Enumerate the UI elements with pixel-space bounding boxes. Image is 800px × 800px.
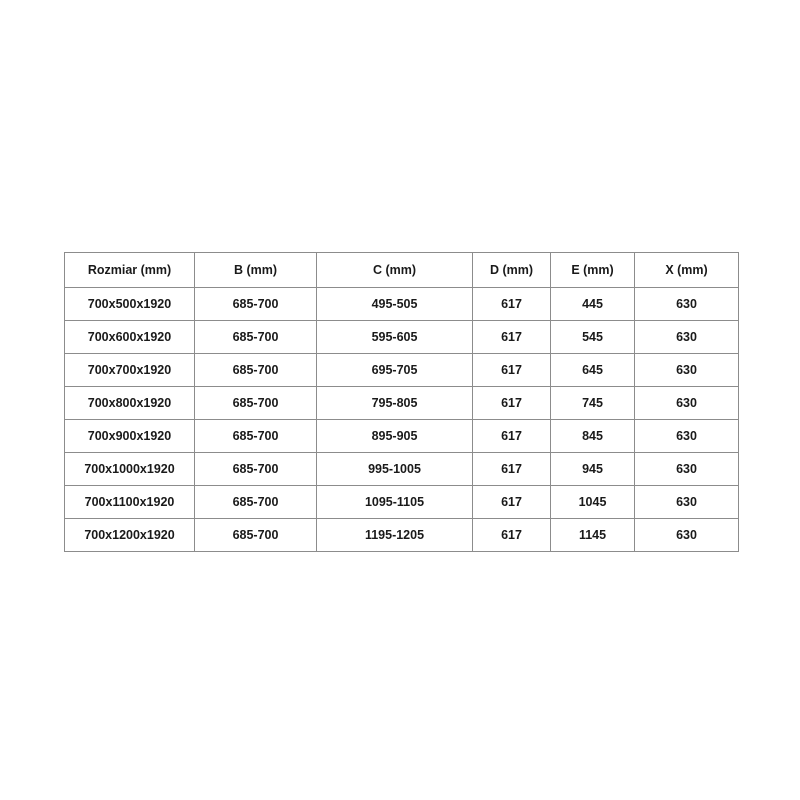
table-row	[65, 387, 739, 420]
cell-rozmiar: 700x1200x1920	[65, 519, 195, 552]
cell-rozmiar: 700x700x1920	[65, 354, 195, 387]
cell-d: 617	[473, 387, 551, 420]
cell-e: 1045	[551, 486, 635, 519]
cell-e: 645	[551, 354, 635, 387]
cell-d: 617	[473, 354, 551, 387]
cell-b: 685-700	[195, 321, 317, 354]
cell-e: 545	[551, 321, 635, 354]
cell-c: 495-505	[317, 288, 473, 321]
cell-b: 685-700	[195, 486, 317, 519]
cell-c: 995-1005	[317, 453, 473, 486]
cell-c: 1095-1105	[317, 486, 473, 519]
cell-x: 630	[635, 288, 739, 321]
spec-table-container	[64, 252, 738, 552]
table-row	[65, 288, 739, 321]
table-header-row	[65, 253, 739, 288]
table-row	[65, 321, 739, 354]
cell-c: 895-905	[317, 420, 473, 453]
table-row	[65, 519, 739, 552]
cell-c: 1195-1205	[317, 519, 473, 552]
cell-b: 685-700	[195, 387, 317, 420]
table-row	[65, 453, 739, 486]
cell-d: 617	[473, 486, 551, 519]
cell-rozmiar: 700x500x1920	[65, 288, 195, 321]
column-header-d: D (mm)	[473, 253, 551, 288]
cell-e: 445	[551, 288, 635, 321]
cell-c: 695-705	[317, 354, 473, 387]
cell-x: 630	[635, 420, 739, 453]
cell-d: 617	[473, 321, 551, 354]
column-header-c: C (mm)	[317, 253, 473, 288]
cell-rozmiar: 700x1100x1920	[65, 486, 195, 519]
cell-x: 630	[635, 321, 739, 354]
column-header-e: E (mm)	[551, 253, 635, 288]
table-body	[65, 288, 739, 552]
cell-c: 595-605	[317, 321, 473, 354]
cell-x: 630	[635, 354, 739, 387]
cell-e: 845	[551, 420, 635, 453]
table-row	[65, 420, 739, 453]
table-header	[65, 253, 739, 288]
cell-e: 745	[551, 387, 635, 420]
cell-rozmiar: 700x600x1920	[65, 321, 195, 354]
cell-d: 617	[473, 453, 551, 486]
cell-e: 1145	[551, 519, 635, 552]
cell-b: 685-700	[195, 453, 317, 486]
cell-b: 685-700	[195, 420, 317, 453]
cell-x: 630	[635, 453, 739, 486]
cell-x: 630	[635, 486, 739, 519]
cell-rozmiar: 700x1000x1920	[65, 453, 195, 486]
cell-d: 617	[473, 420, 551, 453]
cell-e: 945	[551, 453, 635, 486]
cell-d: 617	[473, 288, 551, 321]
cell-d: 617	[473, 519, 551, 552]
column-header-rozmiar: Rozmiar (mm)	[65, 253, 195, 288]
cell-x: 630	[635, 387, 739, 420]
cell-b: 685-700	[195, 288, 317, 321]
column-header-b: B (mm)	[195, 253, 317, 288]
cell-rozmiar: 700x900x1920	[65, 420, 195, 453]
cell-b: 685-700	[195, 354, 317, 387]
column-header-x: X (mm)	[635, 253, 739, 288]
table-row	[65, 486, 739, 519]
cell-rozmiar: 700x800x1920	[65, 387, 195, 420]
cell-c: 795-805	[317, 387, 473, 420]
cell-b: 685-700	[195, 519, 317, 552]
cell-x: 630	[635, 519, 739, 552]
specification-table	[64, 252, 739, 552]
table-row	[65, 354, 739, 387]
